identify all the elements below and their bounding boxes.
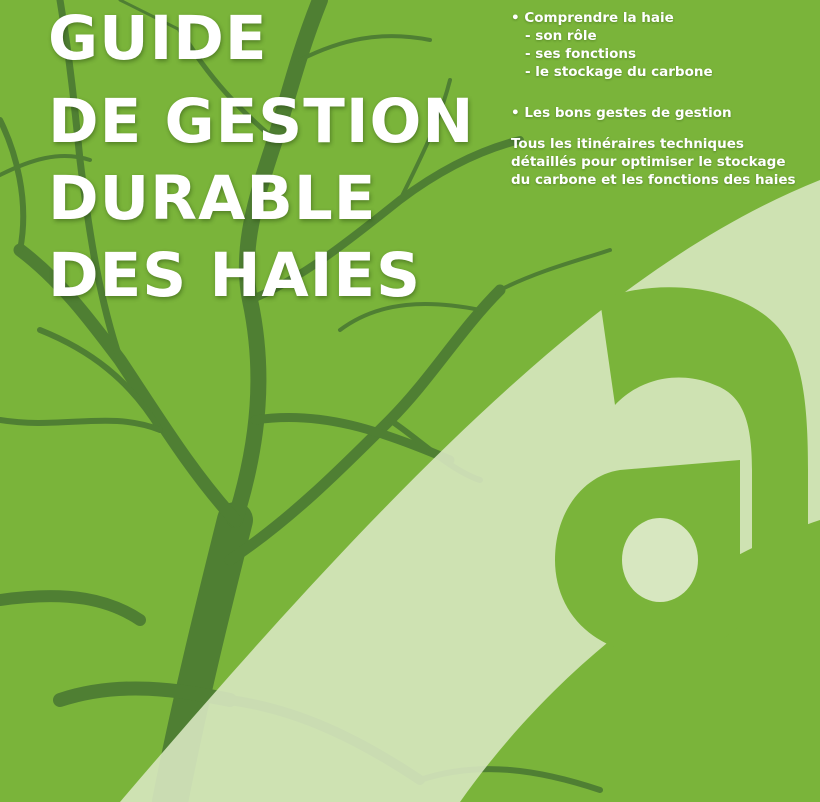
bullet-understand-hedge: • Comprendre la haie bbox=[511, 10, 674, 26]
sub-item-role: - son rôle bbox=[525, 28, 597, 44]
description-line-3: du carbone et les fonctions des haies bbox=[511, 172, 796, 188]
description bbox=[511, 135, 796, 189]
feature-list bbox=[511, 9, 713, 81]
description-line-1: Tous les itinéraires techniques bbox=[511, 136, 744, 152]
description-line-2: détaillés pour optimiser le stockage bbox=[511, 154, 786, 170]
sub-item-functions: - ses fonctions bbox=[525, 46, 636, 62]
title-line-4: DES HAIES bbox=[48, 240, 422, 311]
title-line-1: GUIDE bbox=[48, 3, 268, 74]
title-line-3: DURABLE bbox=[48, 163, 377, 234]
sub-item-carbon-storage: - le stockage du carbone bbox=[525, 64, 713, 80]
title-line-2: DE GESTION bbox=[48, 86, 475, 157]
bullet-good-practices: • Les bons gestes de gestion bbox=[511, 105, 732, 121]
